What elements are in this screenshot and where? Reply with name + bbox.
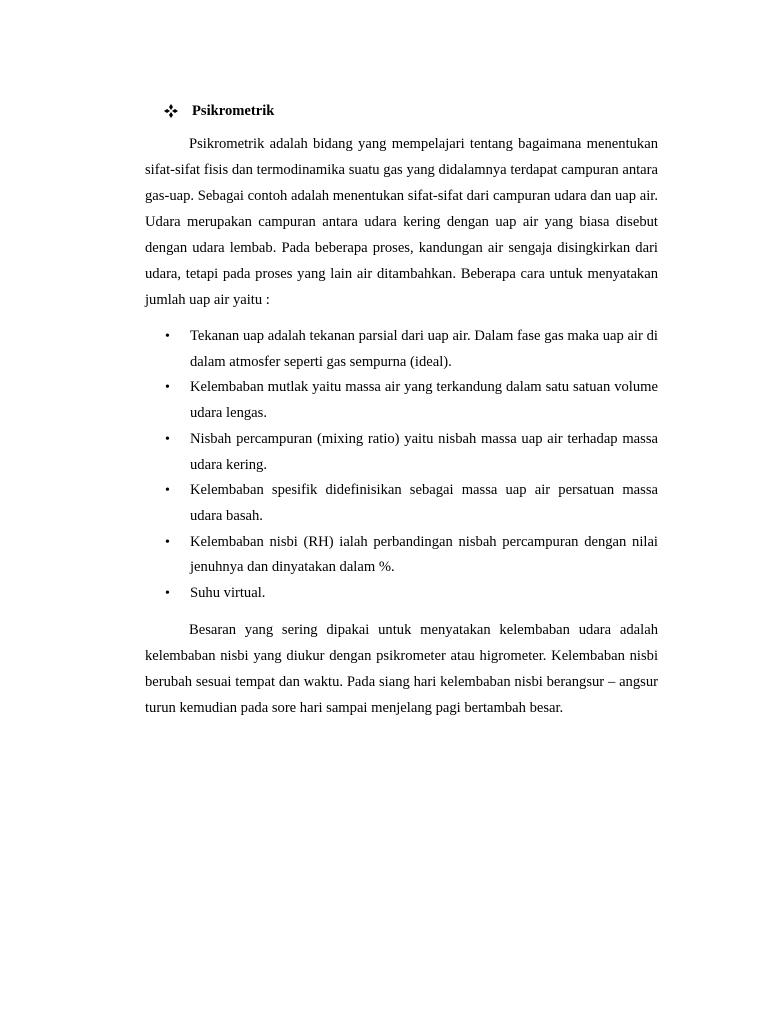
bullet-marker: • [165, 483, 170, 499]
bullet-marker: • [165, 380, 170, 396]
list-item [145, 375, 658, 426]
closing-paragraph: Besaran yang sering dipakai untuk menyatakan kelembaban udara adalah kelembaban nisbi yang diukur dengan psikrometer atau higrometer. Kelembaban nisbi berubah sesuai tempat dan waktu. Pada siang hari kelembaban nisbi berangsur – angsur turun kemudian pada sore hari sampai menjelang pagi bertambah besar. [145, 621, 658, 716]
bullet-marker: • [165, 586, 170, 602]
bullet-marker: • [165, 431, 170, 447]
list-item-text: Kelembaban mutlak yaitu massa air yang terkandung dalam satu satuan volume udara lengas. [190, 379, 658, 422]
list-item [145, 427, 658, 478]
list-item-text: Suhu virtual. [190, 585, 266, 602]
bullet-marker: • [165, 534, 170, 550]
list-item-text: Kelembaban spesifik didefinisikan sebagai massa uap air persatuan massa udara basah. [190, 482, 658, 524]
intro-paragraph: Psikrometrik adalah bidang yang mempelajari tentang bagaimana menentukan sifat-sifat fisis dan termodinamika suatu gas yang didalamnya terdapat campuran antara gas-uap. Sebagai contoh adalah menentukan sifat-sifat dari campuran udara dan uap air. Udara merupakan campuran antara udara kering dengan uap air yang biasa disebut dengan udara lembab. Pada beberapa proses, kandungan air sengaja disingkirkan dari udara, tetapi pada proses yang lain air ditambahkan. Beberapa cara untuk menyatakan jumlah uap air yaitu : [145, 136, 658, 308]
section-heading [164, 100, 658, 122]
list-item [145, 581, 658, 607]
list-item-text: Nisbah percampuran (mixing ratio) yaitu nisbah massa uap air terhadap massa udara kering. [190, 430, 658, 473]
list-item [145, 324, 658, 375]
list-item [145, 478, 658, 529]
list-item-text: Kelembaban nisbi (RH) ialah perbandingan nisbah percampuran dengan nilai jenuhnya dan dinyatakan dalam %. [190, 533, 658, 576]
page-content [145, 100, 658, 721]
diamond-bullet-icon [164, 104, 178, 118]
bullet-marker: • [165, 329, 170, 344]
list-item [145, 530, 658, 581]
section-title: Psikrometrik [192, 102, 275, 119]
bullet-list [145, 324, 658, 607]
list-item-text: Tekanan uap adalah tekanan parsial dari uap air. Dalam fase gas maka uap air di dalam atmosfer seperti gas sempurna (ideal). [190, 328, 658, 370]
